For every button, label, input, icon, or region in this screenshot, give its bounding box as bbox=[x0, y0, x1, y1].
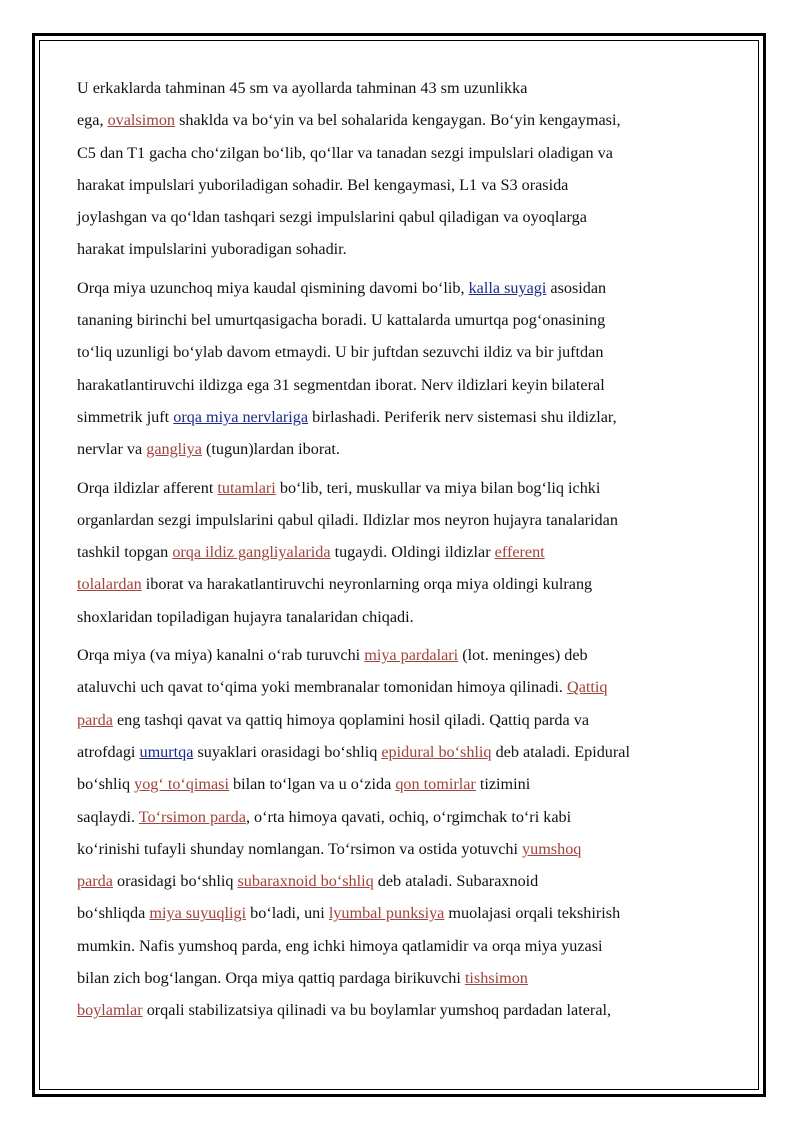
text-run: , o‘rta himoya qavati, ochiq, o‘rgimchak to‘ri kabi bbox=[245, 807, 572, 826]
hyperlink[interactable]: subaraxnoid bo‘shliq bbox=[237, 872, 374, 891]
text-line bbox=[77, 201, 727, 233]
text-run: bilan to‘lgan va u o‘zida bbox=[228, 775, 396, 794]
hyperlink[interactable]: orqa miya nervlariga bbox=[173, 407, 309, 426]
text-line bbox=[77, 601, 727, 633]
text-run: bo‘lib, teri, muskullar va miya bilan bog‘liq ichki bbox=[275, 478, 601, 497]
text-line bbox=[77, 736, 727, 768]
text-line bbox=[77, 833, 727, 865]
paragraph bbox=[77, 472, 727, 633]
hyperlink[interactable]: qon tomirlar bbox=[395, 775, 476, 794]
text-run: tananing birinchi bel umurtqasigacha boradi. U kattalarda umurtqa pog‘onasining bbox=[77, 311, 606, 330]
text-run: ataluvchi uch qavat to‘qima yoki membranalar tomonidan himoya qilinadi. bbox=[77, 678, 567, 697]
text-run: mumkin. Nafis yumshoq parda, eng ichki himoya qatlamidir va orqa miya yuzasi bbox=[77, 936, 603, 955]
hyperlink[interactable]: tolalardan bbox=[77, 575, 142, 594]
text-run: harakat impulslari yuboriladigan sohadir. Bel kengaymasi, L1 va S3 orasida bbox=[77, 175, 569, 194]
text-line bbox=[77, 272, 727, 304]
hyperlink[interactable]: epidural bo‘shliq bbox=[381, 742, 492, 761]
text-line bbox=[77, 962, 727, 994]
text-run: Orqa miya (va miya) kanalni o‘rab turuvchi bbox=[77, 646, 365, 665]
text-run: eng tashqi qavat va qattiq himoya qoplamini hosil qiladi. Qattiq parda va bbox=[112, 710, 590, 729]
text-run: tizimini bbox=[475, 775, 531, 794]
text-line bbox=[77, 639, 727, 671]
text-line bbox=[77, 304, 727, 336]
text-run: C5 dan T1 gacha cho‘zilgan bo‘lib, qo‘llar va tanadan sezgi impulslari oladigan va bbox=[77, 143, 613, 162]
text-run: tashkil topgan bbox=[77, 543, 173, 562]
hyperlink[interactable]: parda bbox=[77, 710, 113, 729]
text-run: harakatlantiruvchi ildizga ega 31 segmentdan iborat. Nerv ildizlari keyin bilateral bbox=[77, 375, 605, 394]
text-run: bo‘shliqda bbox=[77, 904, 150, 923]
text-line bbox=[77, 233, 727, 265]
text-run: U erkaklarda tahminan 45 sm va ayollarda tahminan 43 sm uzunlikka bbox=[77, 79, 528, 97]
hyperlink[interactable]: gangliya bbox=[146, 440, 202, 459]
text-run: to‘liq uzunligi bo‘ylab davom etmaydi. U bir juftdan sezuvchi ildiz va bir juftdan bbox=[77, 343, 604, 362]
text-line bbox=[77, 169, 727, 201]
text-line bbox=[77, 704, 727, 736]
text-line bbox=[77, 768, 727, 800]
text-run: harakat impulslarini yuboradigan sohadir. bbox=[77, 240, 347, 259]
text-run: bilan zich bog‘langan. Orqa miya qattiq pardaga birikuvchi bbox=[77, 969, 465, 988]
text-run: deb ataladi. Subaraxnoid bbox=[373, 872, 539, 891]
hyperlink[interactable]: efferent bbox=[494, 543, 545, 562]
text-run: shoxlaridan topiladigan hujayra tanalaridan chiqadi. bbox=[77, 607, 414, 626]
text-run: ko‘rinishi tufayli shunday nomlangan. To‘rsimon va ostida yotuvchi bbox=[77, 839, 523, 858]
text-line bbox=[77, 433, 727, 465]
text-run: tugaydi. Oldingi ildizlar bbox=[330, 543, 495, 562]
hyperlink[interactable]: ovalsimon bbox=[107, 111, 176, 130]
text-run: ega, bbox=[77, 111, 108, 130]
text-run: iborat va harakatlantiruvchi neyronlarning orqa miya oldingi kulrang bbox=[141, 575, 593, 594]
text-line bbox=[77, 801, 727, 833]
text-run: bo‘shliq bbox=[77, 775, 135, 794]
document-body bbox=[77, 72, 727, 1033]
text-run: (tugun)lardan iborat. bbox=[201, 440, 340, 459]
text-run: deb ataladi. Epidural bbox=[491, 742, 630, 761]
hyperlink[interactable]: Qattiq bbox=[567, 678, 608, 697]
text-run: saqlaydi. bbox=[77, 807, 139, 826]
hyperlink[interactable]: yumshoq bbox=[522, 839, 582, 858]
hyperlink[interactable]: parda bbox=[77, 872, 113, 891]
text-run: shaklda va bo‘yin va bel sohalarida kengaygan. Bo‘yin kengaymasi, bbox=[175, 111, 621, 130]
hyperlink[interactable]: tutamlari bbox=[217, 478, 276, 497]
text-run: bo‘ladi, uni bbox=[246, 904, 329, 923]
hyperlink[interactable]: boylamlar bbox=[77, 1001, 143, 1020]
text-line bbox=[77, 401, 727, 433]
text-line bbox=[77, 994, 727, 1026]
hyperlink[interactable]: umurtqa bbox=[139, 742, 194, 761]
hyperlink[interactable]: To‘rsimon parda bbox=[138, 807, 246, 826]
hyperlink[interactable]: lyumbal punksiya bbox=[328, 904, 445, 923]
text-line bbox=[77, 472, 727, 504]
hyperlink[interactable]: tishsimon bbox=[464, 969, 528, 988]
text-line bbox=[77, 897, 727, 929]
text-run: birlashadi. Periferik nerv sistemasi shu ildizlar, bbox=[308, 407, 617, 426]
text-run: atrofdagi bbox=[77, 742, 140, 761]
text-line bbox=[77, 930, 727, 962]
text-line bbox=[77, 369, 727, 401]
text-run: organlardan sezgi impulslarini qabul qiladi. Ildizlar mos neyron hujayra tanalaridan bbox=[77, 510, 618, 529]
text-line bbox=[77, 865, 727, 897]
hyperlink[interactable]: orqa ildiz gangliyalarida bbox=[172, 543, 331, 562]
text-line bbox=[77, 568, 727, 600]
hyperlink[interactable]: kalla suyagi bbox=[468, 278, 547, 297]
text-line bbox=[77, 137, 727, 169]
text-run: (lot. meninges) deb bbox=[458, 646, 588, 665]
text-run: orqali stabilizatsiya qilinadi va bu boylamlar yumshoq pardadan lateral, bbox=[142, 1001, 612, 1020]
text-line bbox=[77, 504, 727, 536]
text-run: orasidagi bo‘shliq bbox=[112, 872, 238, 891]
text-line bbox=[77, 671, 727, 703]
text-line bbox=[77, 72, 727, 104]
text-run: joylashgan va qo‘ldan tashqari sezgi impulslarini qabul qiladigan va oyoqlarga bbox=[77, 208, 587, 227]
text-run: Orqa miya uzunchoq miya kaudal qismining davomi bo‘lib, bbox=[77, 278, 469, 297]
text-line bbox=[77, 336, 727, 368]
text-run: nervlar va bbox=[77, 440, 147, 459]
text-run: suyaklari orasidagi bo‘shliq bbox=[193, 742, 382, 761]
paragraph bbox=[77, 72, 727, 266]
text-run: muolajasi orqali tekshirish bbox=[444, 904, 621, 923]
text-line bbox=[77, 536, 727, 568]
text-run: simmetrik juft bbox=[77, 407, 174, 426]
text-run: asosidan bbox=[546, 278, 607, 297]
paragraph bbox=[77, 272, 727, 466]
paragraph bbox=[77, 639, 727, 1027]
hyperlink[interactable]: yog‘ to‘qimasi bbox=[134, 775, 229, 794]
hyperlink[interactable]: miya pardalari bbox=[364, 646, 459, 665]
hyperlink[interactable]: miya suyuqligi bbox=[149, 904, 247, 923]
text-run: Orqa ildizlar afferent bbox=[77, 478, 218, 497]
text-line bbox=[77, 104, 727, 136]
